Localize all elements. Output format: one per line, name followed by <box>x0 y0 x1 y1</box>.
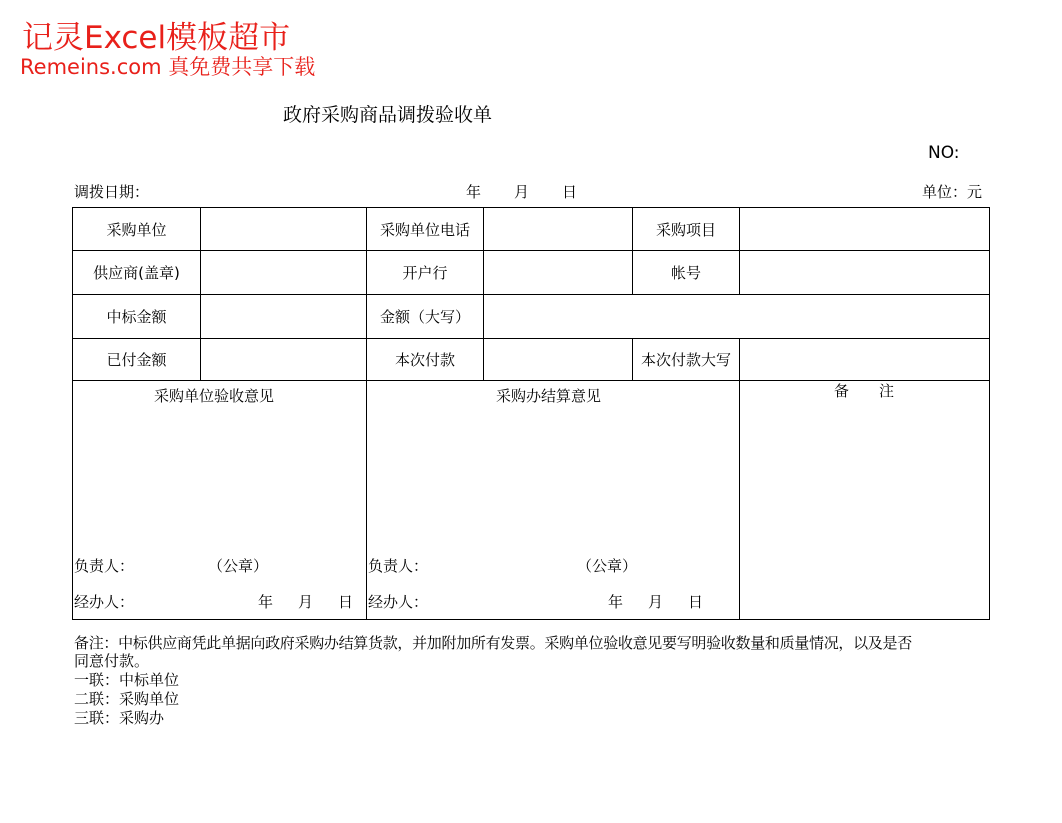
form-number-label: NO: <box>928 143 960 163</box>
this-payment-label: 本次付款 <box>394 351 455 369</box>
acceptance-day: 日 <box>338 593 354 611</box>
acceptance-handler-label: 经办人： <box>74 593 135 611</box>
note-line-continued: 同意付款。 <box>74 652 150 670</box>
unit-label: 单位：元 <box>922 183 983 201</box>
copy-note-3: 三联：采购办 <box>74 709 165 727</box>
watermark-subtitle: Remeins.com 真免费共享下载 <box>20 55 316 79</box>
settlement-seal-label: （公章） <box>577 557 638 575</box>
form-title: 政府采购商品调拨验收单 <box>283 104 493 126</box>
column-divider <box>200 207 201 381</box>
note-line: 备注：中标供应商凭此单据向政府采购办结算货款，并加附加所有发票。采购单位验收意见要写明验收数量和质量情况，以及是否 <box>74 634 912 652</box>
date-label: 调拨日期： <box>74 183 150 201</box>
column-divider <box>739 338 740 620</box>
date-month: 月 <box>514 183 530 201</box>
amount-upper-label: 金额（大写） <box>379 308 470 326</box>
paid-amount-label: 已付金额 <box>106 351 167 369</box>
watermark-title: 记灵Excel模板超市 <box>22 20 291 56</box>
supplier-label: 供应商(盖章) <box>93 264 180 282</box>
table-border <box>72 619 990 620</box>
account-label: 帐号 <box>670 264 701 282</box>
column-divider <box>739 207 740 295</box>
settlement-year: 年 <box>608 593 624 611</box>
settlement-responsible-label: 负责人： <box>368 557 429 575</box>
settlement-handler-label: 经办人： <box>368 593 429 611</box>
acceptance-year: 年 <box>258 593 274 611</box>
acceptance-seal-label: （公章） <box>208 557 269 575</box>
purchase-item-label: 采购项目 <box>655 220 716 239</box>
this-payment-upper-label: 本次付款大写 <box>640 351 731 369</box>
row-divider <box>72 380 990 381</box>
row-divider <box>72 250 990 251</box>
date-day: 日 <box>562 183 578 201</box>
bid-amount-label: 中标金额 <box>106 308 167 326</box>
table-border <box>72 207 990 208</box>
date-year: 年 <box>466 183 482 201</box>
row-divider <box>72 338 990 339</box>
acceptance-month: 月 <box>298 593 314 611</box>
row-divider <box>72 294 990 295</box>
settlement-day: 日 <box>688 593 704 611</box>
settlement-opinion-label: 采购办结算意见 <box>496 387 602 405</box>
purchaser-phone-label: 采购单位电话 <box>379 220 470 239</box>
acceptance-responsible-label: 负责人： <box>74 557 135 575</box>
bank-label: 开户行 <box>402 264 448 282</box>
copy-note-1: 一联：中标单位 <box>74 671 180 689</box>
column-divider <box>483 207 484 381</box>
remarks-label: 备 注 <box>834 382 895 400</box>
copy-note-2: 二联：采购单位 <box>74 690 180 708</box>
purchaser-label: 采购单位 <box>106 220 167 239</box>
acceptance-opinion-label: 采购单位验收意见 <box>154 387 275 405</box>
settlement-month: 月 <box>648 593 664 611</box>
table-border <box>989 207 990 620</box>
